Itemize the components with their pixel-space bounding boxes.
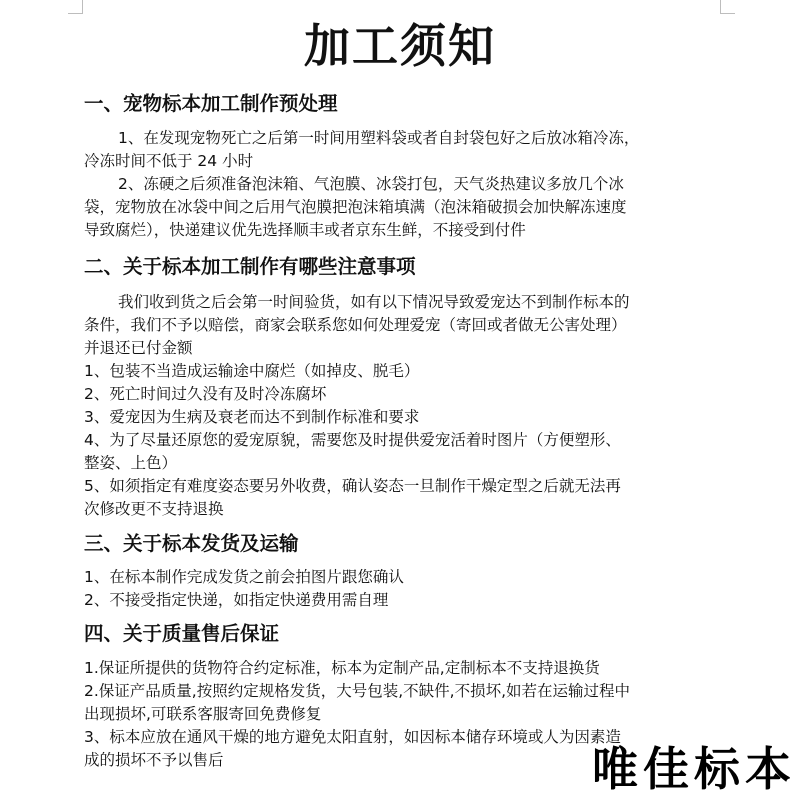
section-heading: 四、关于质量售后保证	[84, 622, 280, 645]
section-heading: 三、关于标本发货及运输	[84, 532, 299, 555]
list-item: 1、包装不当造成运输途中腐烂（如掉皮、脱毛）	[84, 362, 420, 380]
paragraph-line: 我们收到货之后会第一时间验货，如有以下情况导致爱宠达不到制作标本的	[118, 293, 630, 311]
section-body	[84, 291, 716, 521]
list-item: 5、如须指定有难度姿态要另外收费，确认姿态一旦制作干燥定型之后就无法再	[84, 477, 621, 495]
shop-watermark: 唯佳标本	[592, 742, 796, 796]
paragraph-line: 1、在发现宠物死亡之后第一时间用塑料袋或者自封袋包好之后放冰箱冷冻，	[118, 129, 640, 147]
list-item: 3、爱宠因为生病及衰老而达不到制作标准和要求	[84, 408, 420, 426]
paragraph-line: 条件，我们不予以赔偿，商家会联系您如何处理爱宠（寄回或者做无公害处理）	[84, 316, 627, 334]
section-heading: 一、宠物标本加工制作预处理	[84, 92, 338, 115]
section-heading: 二、关于标本加工制作有哪些注意事项	[84, 255, 416, 278]
list-item: 2.保证产品质量,按照约定规格发货，大号包装,不缺件,不损坏,如若在运输过程中	[84, 682, 630, 700]
list-item-continued: 整姿、上色）	[84, 454, 178, 472]
list-item: 4、为了尽量还原您的爱宠原貌，需要您及时提供爱宠活着时图片（方便塑形、	[84, 431, 621, 449]
list-item: 1、在标本制作完成发货之前会拍图片跟您确认	[84, 568, 404, 586]
list-item: 2、不接受指定快递，如指定快递费用需自理	[84, 591, 389, 609]
paragraph-line: 导致腐烂），快递建议优先选择顺丰或者京东生鲜，不接受到付件	[84, 221, 526, 239]
paragraph-line: 袋，宠物放在冰袋中间之后用气泡膜把泡沫箱填满（泡沫箱破损会加快解冻速度	[84, 198, 627, 216]
paragraph-line: 并退还已付金额	[84, 339, 193, 357]
list-item-continued: 出现损坏,可联系客服寄回免费修复	[84, 705, 322, 723]
paragraph-line: 冷冻时间不低于 24 小时	[84, 152, 254, 170]
page-corner-mark-left	[68, 0, 83, 14]
list-item-continued: 次修改更不支持退换	[84, 500, 224, 518]
list-item: 1.保证所提供的货物符合约定标准，标本为定制产品,定制标本不支持退换货	[84, 659, 600, 677]
section-body	[84, 127, 716, 242]
section-body	[84, 566, 716, 612]
list-item: 3、标本应放在通风干燥的地方避免太阳直射，如因标本储存环境或人为因素造	[84, 728, 621, 746]
page-corner-mark-right	[720, 0, 735, 14]
list-item: 2、死亡时间过久没有及时冷冻腐坏	[84, 385, 327, 403]
paragraph-line: 2、冻硬之后须准备泡沫箱、气泡膜、冰袋打包，天气炎热建议多放几个冰	[118, 175, 624, 193]
list-item-continued: 成的损坏不予以售后	[84, 751, 224, 769]
document-title: 加工须知	[304, 19, 496, 73]
